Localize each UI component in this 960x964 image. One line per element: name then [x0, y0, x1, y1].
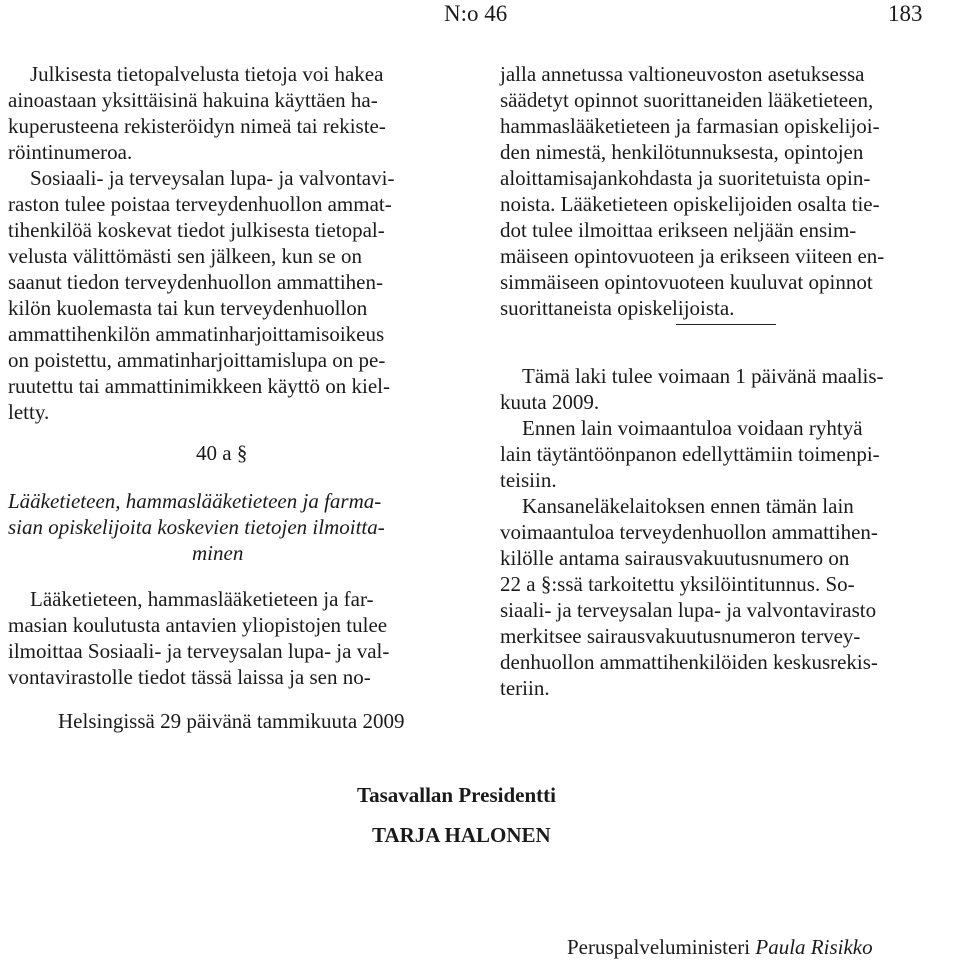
minister-name: Paula Risikko — [755, 935, 873, 959]
text-line: ainoastaan yksittäisinä hakuina käyttäen ha- — [8, 88, 378, 112]
text-line: letty. — [8, 400, 50, 424]
text-line: kilön kuolemasta tai kun terveydenhuollon — [8, 296, 368, 320]
text-line: masian koulutusta antavien yliopistojen tulee — [8, 613, 388, 637]
section-number: 40 a § — [196, 441, 248, 465]
text-line: Tämä laki tulee voimaan 1 päivänä maalis- — [522, 364, 884, 388]
text-line: siaali- ja terveysalan lupa- ja valvontavirasto — [500, 598, 877, 622]
text-line: raston tulee poistaa terveydenhuollon ammat- — [8, 192, 392, 216]
text-line: ammattihenkilön ammatinharjoittamisoikeus — [8, 322, 385, 346]
text-line: säädetyt opinnot suorittaneiden lääketieteen, — [500, 88, 874, 112]
text-line: dot tulee ilmoittaa erikseen neljään ensim- — [500, 218, 857, 242]
text-line: simmäiseen opintovuoteen kuuluvat opinnot — [500, 270, 873, 294]
text-line: teisiin. — [500, 468, 557, 492]
text-line: mäiseen opintovuoteen ja erikseen viiteen en- — [500, 244, 885, 268]
text-line: kuperusteena rekisteröidyn nimeä tai rekiste- — [8, 114, 386, 138]
text-line: saanut tiedon terveydenhuollon ammattihen- — [8, 270, 383, 294]
text-line: kilölle antama sairausvakuutusnumero on — [500, 546, 850, 570]
text-line: jalla annetussa valtioneuvoston asetuksessa — [500, 62, 865, 86]
text-line: suorittaneista opiskelijoista. — [500, 296, 735, 320]
text-line: ruutettu tai ammattinimikkeen käyttö on kiel- — [8, 374, 390, 398]
text-line: 22 a §:ssä tarkoitettu yksilöintitunnus. So- — [500, 572, 855, 596]
text-line: tihenkilöä koskevat tiedot julkisesta tietopal- — [8, 218, 385, 242]
section-title-line: minen — [192, 541, 244, 565]
president-name: TARJA HALONEN — [372, 823, 551, 847]
text-line: kuuta 2009. — [500, 390, 600, 414]
text-line: Lääketieteen, hammaslääketieteen ja far- — [30, 587, 374, 611]
text-line: Ennen lain voimaantuloa voidaan ryhtyä — [522, 416, 863, 440]
text-line: den nimestä, henkilötunnuksesta, opintojen — [500, 140, 864, 164]
text-line: aloittamisajankohdasta ja suoritetuista opin- — [500, 166, 871, 190]
text-line: on poistettu, ammatinharjoittamislupa on pe- — [8, 348, 386, 372]
section-divider — [676, 324, 776, 325]
text-line: röintinumeroa. — [8, 140, 133, 164]
text-line: Julkisesta tietopalvelusta tietoja voi hakea — [30, 62, 384, 86]
text-line: Sosiaali- ja terveysalan lupa- ja valvontavi- — [30, 166, 395, 190]
section-title-line: sian opiskelijoita koskevien tietojen ilmoitta- — [8, 515, 385, 539]
text-line: merkitsee sairausvakuutusnumeron tervey- — [500, 624, 861, 648]
minister-signature — [567, 934, 873, 960]
text-line: voimaantuloa terveydenhuollon ammattihen- — [500, 520, 878, 544]
text-line: teriin. — [500, 676, 550, 700]
text-line: hammaslääketieteen ja farmasian opiskelijoi- — [500, 114, 880, 138]
text-line: noista. Lääketieteen opiskelijoiden osalta tie- — [500, 192, 880, 216]
place-date: Helsingissä 29 päivänä tammikuuta 2009 — [58, 709, 405, 733]
page-number: 183 — [888, 1, 923, 26]
president-title: Tasavallan Presidentti — [357, 783, 556, 807]
text-line: denhuollon ammattihenkilöiden keskusrekis- — [500, 650, 878, 674]
issue-number: N:o 46 — [444, 1, 508, 26]
section-title-line: Lääketieteen, hammaslääketieteen ja farma- — [8, 489, 382, 513]
minister-title: Peruspalveluministeri — [567, 935, 751, 959]
text-line: Kansaneläkelaitoksen ennen tämän lain — [522, 494, 854, 518]
text-line: velusta välittömästi sen jälkeen, kun se on — [8, 244, 363, 268]
text-line: lain täytäntöönpanon edellyttämiin toimenpi- — [500, 442, 880, 466]
text-line: ilmoittaa Sosiaali- ja terveysalan lupa- ja val- — [8, 639, 390, 663]
text-line: vontavirastolle tiedot tässä laissa ja sen no- — [8, 665, 371, 689]
